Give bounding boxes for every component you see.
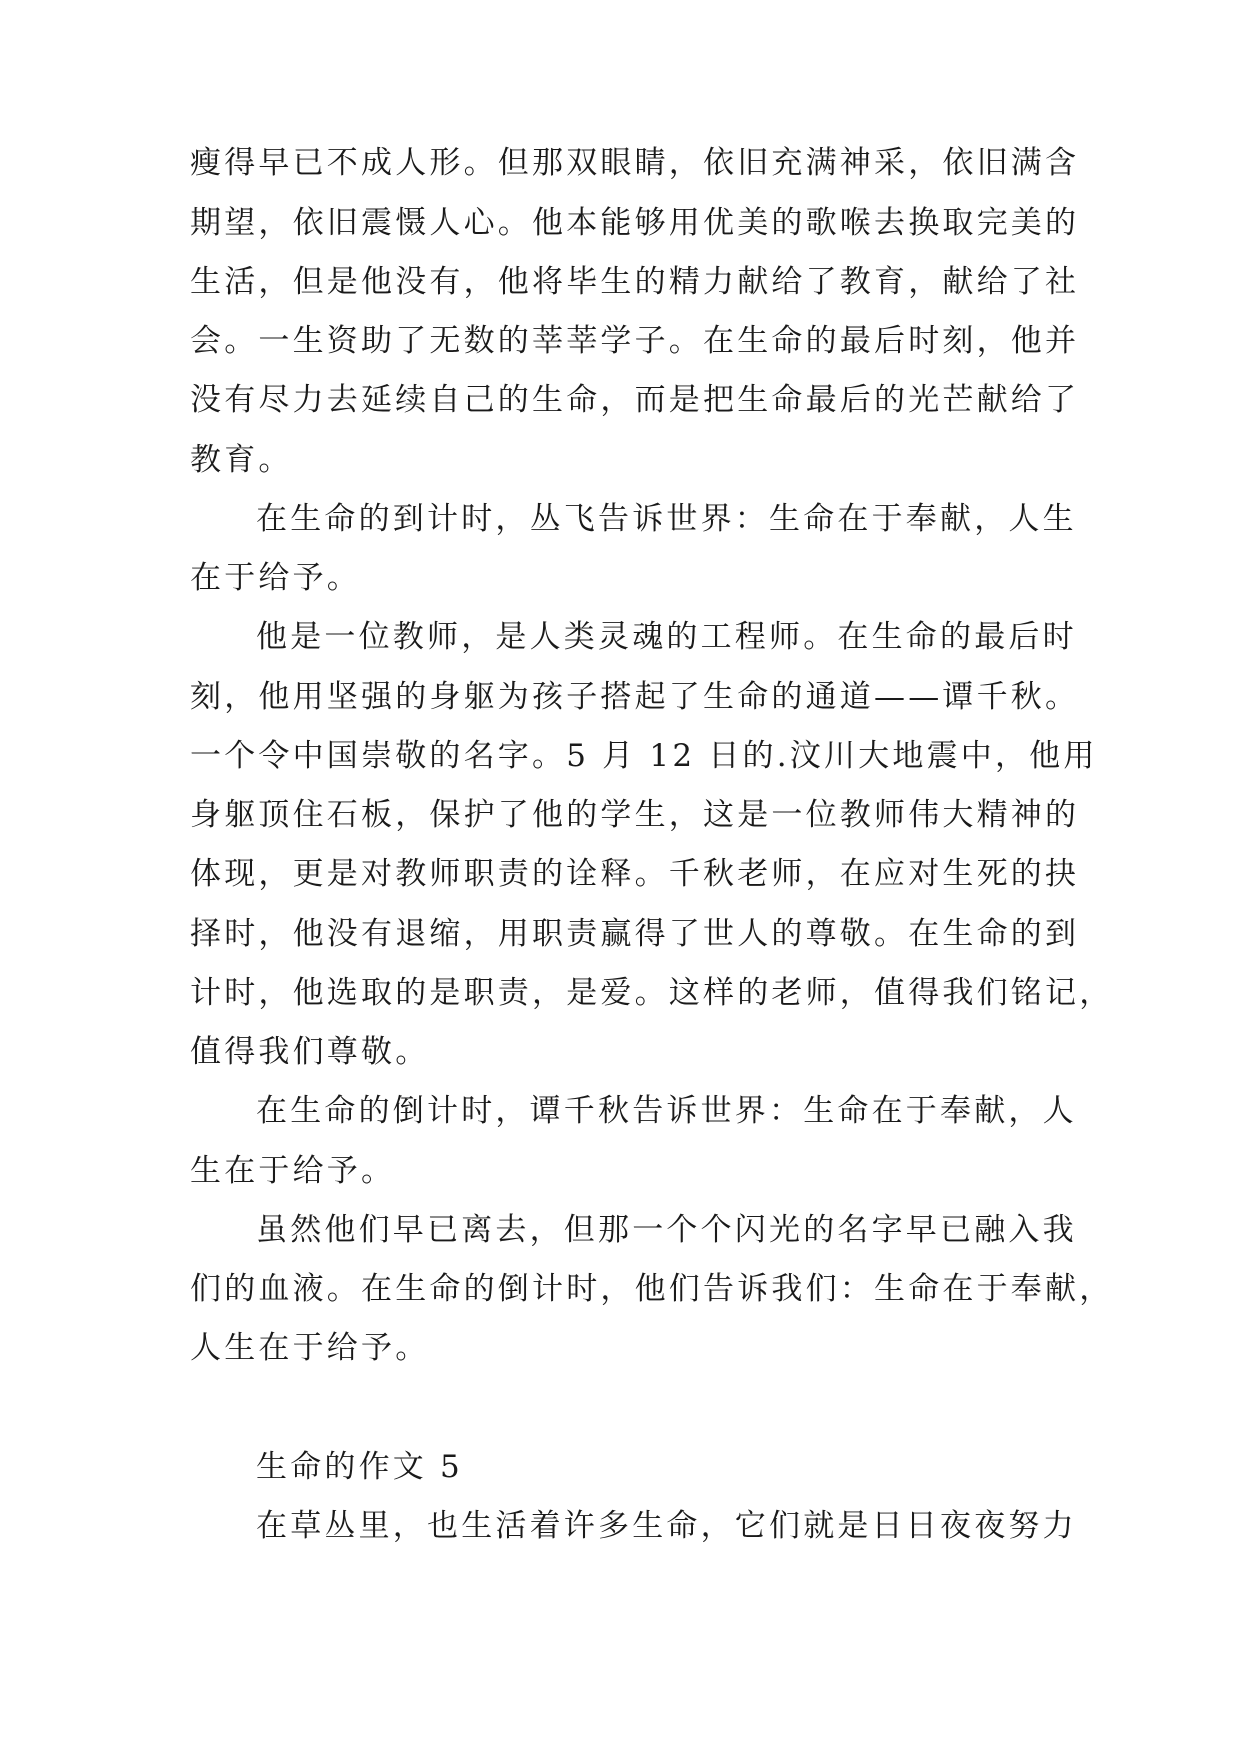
paragraph-line: 在于给予。 <box>190 560 361 596</box>
paragraph-line: 虽然他们早已离去，但那一个个闪光的名字早已融入我 <box>256 1212 1077 1248</box>
paragraph-line: 他是一位教师，是人类灵魂的工程师。在生命的最后时 <box>256 619 1077 655</box>
paragraph-line: 在生命的到计时，丛飞告诉世界：生命在于奉献，人生 <box>256 501 1077 537</box>
paragraph-line: 择时，他没有退缩，用职责赢得了世人的尊敬。在生命的到 <box>190 916 1080 952</box>
paragraph-line: 期望，依旧震慑人心。他本能够用优美的歌喉去换取完美的 <box>190 205 1080 241</box>
paragraph-line: 值得我们尊敬。 <box>190 1034 430 1070</box>
paragraph-line: 一个令中国崇敬的名字。5 月 12 日的.汶川大地震中，他用 <box>190 738 1098 774</box>
paragraph-line: 在生命的倒计时，谭千秋告诉世界：生命在于奉献，人 <box>256 1093 1077 1129</box>
paragraph-line: 教育。 <box>190 442 293 478</box>
paragraph-line: 在草丛里，也生活着许多生命，它们就是日日夜夜努力 <box>256 1508 1077 1544</box>
paragraph-line: 会。一生资助了无数的莘莘学子。在生命的最后时刻，他并 <box>190 323 1080 359</box>
paragraph-line: 们的血液。在生命的倒计时，他们告诉我们：生命在于奉献， <box>190 1271 1114 1307</box>
paragraph-line: 计时，他选取的是职责，是爱。这样的老师，值得我们铭记， <box>190 975 1114 1011</box>
paragraph-line: 刻，他用坚强的身躯为孩子搭起了生命的通道——谭千秋。 <box>190 679 1080 715</box>
paragraph-line: 人生在于给予。 <box>190 1330 430 1366</box>
paragraph-line: 生在于给予。 <box>190 1153 396 1189</box>
paragraph-line: 瘦得早已不成人形。但那双眼睛，依旧充满神采，依旧满含 <box>190 145 1080 181</box>
paragraph-line: 身躯顶住石板，保护了他的学生，这是一位教师伟大精神的 <box>190 797 1080 833</box>
paragraph-line: 体现，更是对教师职责的诠释。千秋老师，在应对生死的抉 <box>190 856 1080 892</box>
paragraph-line: 生活，但是他没有，他将毕生的精力献给了教育，献给了社 <box>190 264 1080 300</box>
paragraph-line: 没有尽力去延续自己的生命，而是把生命最后的光芒献给了 <box>190 382 1080 418</box>
section-heading: 生命的作文 5 <box>256 1449 463 1485</box>
